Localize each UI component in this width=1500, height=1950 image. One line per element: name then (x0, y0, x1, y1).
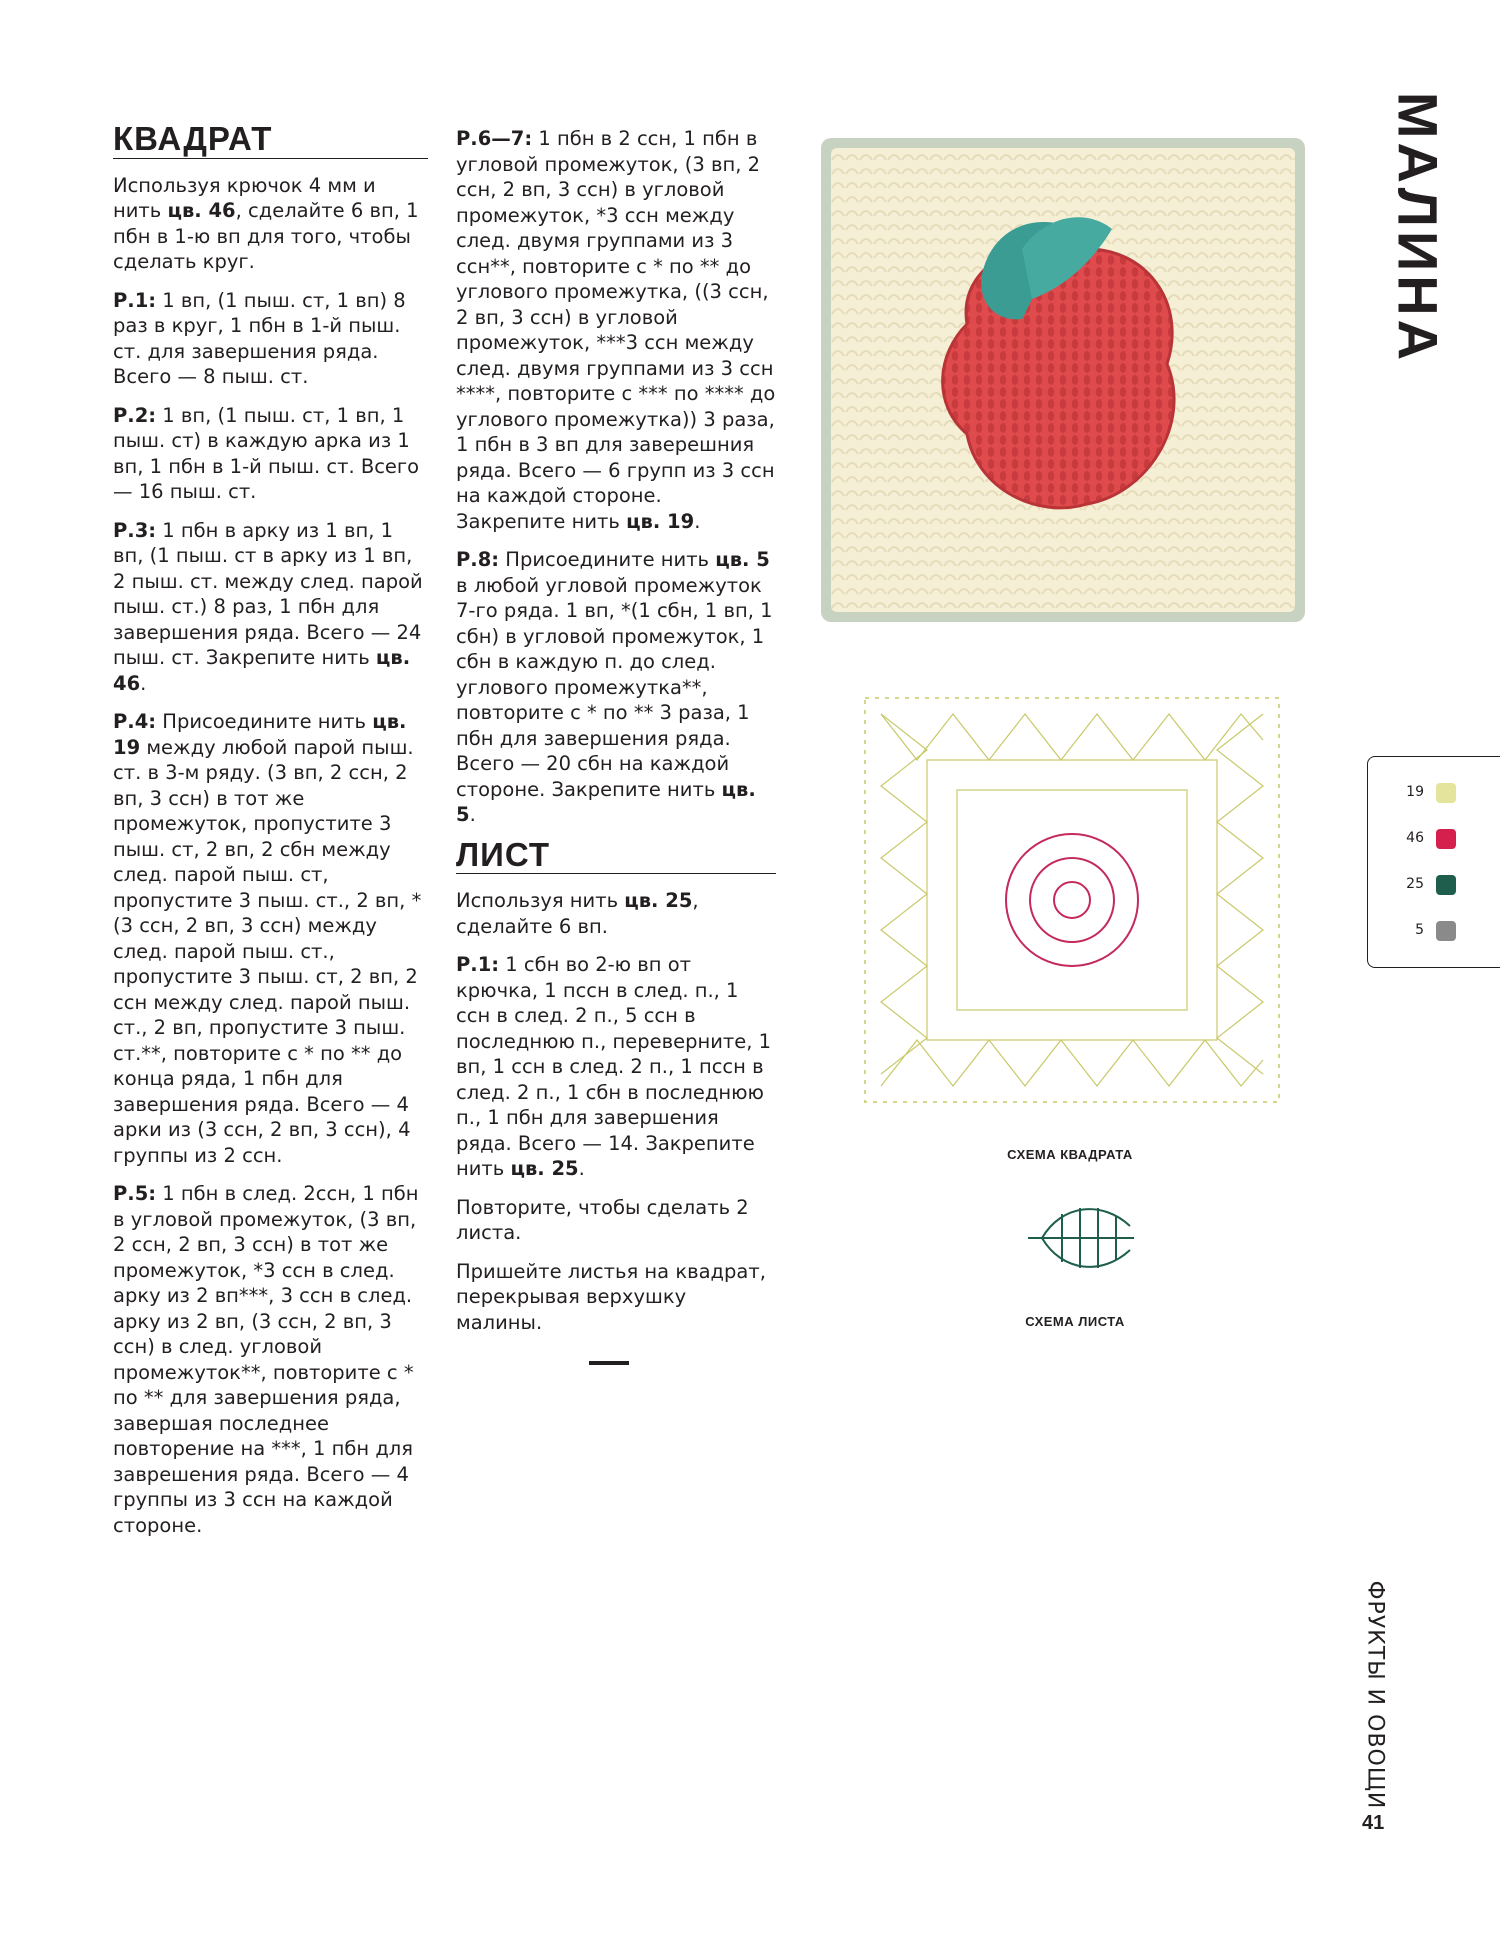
swatch-19 (1436, 783, 1456, 803)
leaf-row-1: Р.1: 1 сбн во 2-ю вп от крючка, 1 пссн в след. п., 1 ссн в след. 2 п., 5 ссн в последнюю п., переверните, 1 вп, 1 ссн в след. 2 п., 1 пссн в след. 2 п., 1 сбн в последнюю п., 1 пбн для завершения ряда. Всего — 14. Закрепите нить цв. 25. (456, 953, 772, 1180)
row-8: Р.8: Присоедините нить цв. 5 в любой угловой промежуток 7-го ряда. 1 вп, *(1 сбн, 1 вп, 1 сбн) в угловой промежуток, 1 сбн в каждую п. до след. углового промежутка**, повторите с * по ** 3 раза, 1 пбн для завершения ряда. Всего — 20 сбн на каждой стороне. Закрепите нить цв. 5. (456, 548, 773, 826)
section-name: ФРУКТЫ И ОВОЩИ (1362, 1580, 1388, 1810)
row-4: Р.4: Присоедините нить цв. 19 между любой парой пыш. ст. в 3-м ряду. (3 вп, 2 ссн, 2 вп, 3 ссн) в тот же промежуток, пропустите 3 пыш. ст, 2 вп, 2 сбн между след. парой пыш. ст, пропустите 3 пыш. ст., 2 вп, *(3 ссн, 2 вп, 3 ссн) между след. парой пыш. ст., пропустите 3 пыш. ст, 2 вп, 2 ссн между след. парой пыш. ст., 2 вп, пропустите 3 пыш. ст.**, повторите с * по ** до конца ряда, 1 пбн для завершения ряда. Всего — 4 арки из (3 ссн, 2 вп, 3 ссн), 4 группы из 2 ссн. (113, 710, 422, 1167)
square-heading: КВАДРАТ (113, 126, 428, 159)
row-6-7: Р.6—7: 1 пбн в 2 ссн, 1 пбн в угловой промежуток, (3 вп, 2 ссн, 2 вп, 3 ссн) в угловой промежуток, *3 ссн между след. двумя группами из 3 ссн**, повторите с * по ** до углового промежутка, ((3 ссн, 2 вп, 3 ссн) в угловой промежуток, ***3 ссн между след. двумя группами из 3 ссн ****, повторите с *** по **** до углового промежутка)) 3 раза, 1 пбн в 3 вп для заверешния ряда. Всего — 6 групп из 3 ссн на каждой стороне. Закрепите нить цв. 19. (456, 127, 776, 533)
row-3: Р.3: 1 пбн в арку из 1 вп, 1 вп, (1 пыш. ст в арку из 1 вп, 2 пыш. ст. между след. парой пыш. ст.) 8 раз, 1 пбн для завершения ряда. Всего — 24 пыш. ст. Закрепите нить цв. 46. (113, 518, 423, 695)
end-dash (589, 1361, 629, 1365)
leaf-repeat: Повторите, чтобы сделать 2 листа. (456, 1195, 749, 1244)
instructions-column-2 (456, 126, 776, 1365)
leaf-heading: ЛИСТ (456, 842, 776, 875)
row-1: Р.1: 1 вп, (1 пыш. ст, 1 вп) 8 раз в круг, 1 пбн в 1-й пыш. ст. для завершения ряда. Всего — 8 пыш. ст. (113, 288, 406, 388)
swatch-5 (1436, 921, 1456, 941)
raspberry-chart-center (1006, 834, 1138, 966)
square-chart (857, 690, 1287, 1110)
leaf-attach: Пришейте листья на квадрат, перекрывая верхушку малины. (456, 1259, 766, 1334)
legend-row: 19 (1388, 781, 1488, 805)
square-intro: Используя крючок 4 мм и нить цв. 46, сделайте 6 вп, 1 пбн в 1-ю вп для того, чтобы сделать круг. (113, 173, 419, 273)
raspberry-square-photo (817, 134, 1309, 626)
color-legend (1367, 756, 1500, 968)
swatch-46 (1436, 829, 1456, 849)
legend-row: 25 (1388, 873, 1488, 897)
leaf-intro: Используя нить цв. 25, сделайте 6 вп. (456, 889, 699, 938)
row-2: Р.2: 1 вп, (1 пыш. ст, 1 вп, 1 пыш. ст) в каждую арка из 1 вп, 1 пбн в 1-й пыш. ст. Всего — 16 пыш. ст. (113, 403, 420, 503)
leaf-chart (1022, 1196, 1142, 1281)
legend-row: 46 (1388, 827, 1488, 851)
instructions-column-1 (113, 120, 428, 1551)
page-title: МАЛИНА (1386, 91, 1450, 365)
leaf-chart-caption: СХЕМА ЛИСТА (1025, 1314, 1125, 1329)
legend-row: 5 (1388, 919, 1488, 943)
square-chart-caption: СХЕМА КВАДРАТА (1007, 1147, 1133, 1162)
swatch-25 (1436, 875, 1456, 895)
row-5: Р.5: 1 пбн в след. 2ссн, 1 пбн в угловой промежуток, (3 вп, 2 ссн, 2 вп, 3 ссн) в тот же промежуток, *3 ссн в след. арку из 2 вп***, 3 ссн в след. арку из 2 вп, (3 ссн, 2 вп, 3 ссн) в след. угловой промежуток**, повторите с * по ** для завершения ряда, завершая последнее повторение на ***, 1 пбн для заврешения ряда. Всего — 4 группы из 3 ссн на каждой стороне. (113, 1182, 419, 1537)
page-number: 41 (1362, 1812, 1385, 1834)
